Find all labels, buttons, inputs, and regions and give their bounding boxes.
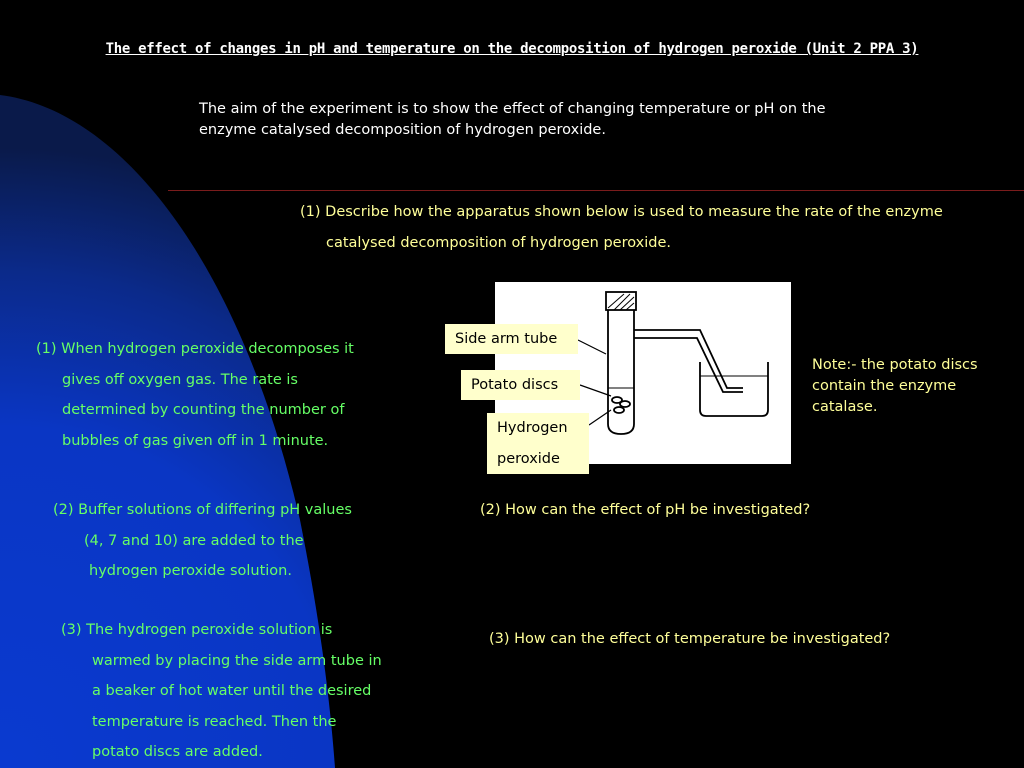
question-3: (3) How can the effect of temperature be investigated?	[489, 631, 891, 647]
aim-line: enzyme catalysed decomposition of hydrogen peroxide.	[199, 122, 606, 138]
note-text	[812, 355, 1022, 418]
label-side-arm-tube: Side arm tube	[445, 324, 578, 354]
answer-line: temperature is reached. Then the	[92, 713, 337, 730]
answer-line: hydrogen peroxide solution.	[89, 563, 292, 579]
stopper	[606, 292, 636, 310]
beaker	[700, 362, 768, 416]
label-line: peroxide	[497, 451, 560, 467]
aim-text	[199, 99, 919, 141]
slide-title: The effect of changes in pH and temperature on the decomposition of hydrogen peroxide (Unit 2 PPA 3)	[105, 41, 919, 57]
question-2: (2) How can the effect of pH be investigated?	[480, 502, 811, 518]
note-line: catalase.	[812, 399, 878, 415]
answer-line: a beaker of hot water until the desired	[92, 683, 372, 699]
label-hydrogen-peroxide	[487, 413, 589, 474]
answer-2	[53, 495, 433, 587]
answer-line: gives off oxygen gas. The rate is	[62, 371, 298, 388]
answer-line: bubbles of gas given off in 1 minute.	[62, 432, 329, 449]
answer-line: (4, 7 and 10) are added to the	[84, 532, 304, 549]
answer-line: (1) When hydrogen peroxide decomposes it	[36, 341, 354, 357]
answer-line: (2) Buffer solutions of differing pH values	[53, 502, 352, 518]
answer-line: determined by counting the number of	[62, 402, 345, 418]
delivery-tube	[634, 338, 743, 392]
answer-line: potato discs are added.	[92, 744, 263, 760]
answer-1	[36, 334, 416, 456]
divider-line	[168, 190, 1024, 191]
note-line: Note:- the potato discs	[812, 357, 978, 373]
answer-line: (3) The hydrogen peroxide solution is	[61, 622, 333, 638]
potato-disc	[620, 401, 630, 407]
question-1-line: catalysed decomposition of hydrogen peroxide.	[326, 235, 671, 251]
answer-line: warmed by placing the side arm tube in	[92, 652, 382, 669]
answer-3	[61, 615, 441, 768]
question-1-line: (1) Describe how the apparatus shown below is used to measure the rate of the enzyme	[300, 204, 943, 220]
potato-disc	[614, 407, 624, 413]
label-potato-discs: Potato discs	[461, 370, 580, 400]
aim-line: The aim of the experiment is to show the effect of changing temperature or pH on the	[199, 101, 826, 117]
label-line: Hydrogen	[497, 420, 568, 436]
note-line: contain the enzyme	[812, 378, 957, 394]
test-tube	[608, 310, 634, 434]
question-1	[300, 197, 1020, 259]
